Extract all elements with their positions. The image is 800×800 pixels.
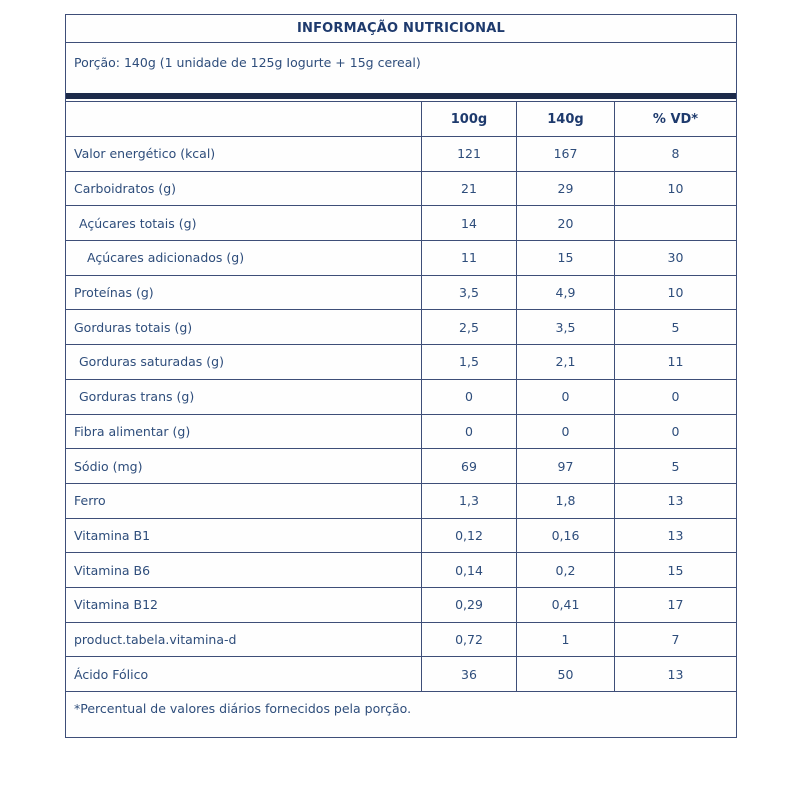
value-percent-vd: 5 bbox=[614, 448, 736, 483]
row-label: Fibra alimentar (g) bbox=[66, 414, 421, 449]
table-row bbox=[66, 552, 736, 587]
value-140g: 2,1 bbox=[516, 344, 614, 379]
value-percent-vd: 7 bbox=[614, 622, 736, 657]
value-percent-vd: 30 bbox=[614, 240, 736, 275]
value-140g: 50 bbox=[516, 656, 614, 691]
value-percent-vd: 5 bbox=[614, 309, 736, 344]
value-percent-vd: 8 bbox=[614, 136, 736, 171]
table-row bbox=[66, 205, 736, 240]
row-label: Açúcares adicionados (g) bbox=[66, 240, 421, 275]
value-percent-vd: 0 bbox=[614, 414, 736, 449]
value-percent-vd: 0 bbox=[614, 379, 736, 414]
value-140g: 0 bbox=[516, 414, 614, 449]
table-row bbox=[66, 309, 736, 344]
table-row bbox=[66, 518, 736, 553]
value-140g: 0 bbox=[516, 379, 614, 414]
row-label: Gorduras saturadas (g) bbox=[66, 344, 421, 379]
thick-divider-bar bbox=[66, 93, 736, 99]
value-100g: 14 bbox=[421, 205, 516, 240]
value-100g: 0,72 bbox=[421, 622, 516, 657]
value-100g: 69 bbox=[421, 448, 516, 483]
table-row bbox=[66, 483, 736, 518]
row-label: Valor energético (kcal) bbox=[66, 136, 421, 171]
value-140g: 167 bbox=[516, 136, 614, 171]
table-row bbox=[66, 448, 736, 483]
row-label: product.tabela.vitamina-d bbox=[66, 622, 421, 657]
table-row bbox=[66, 344, 736, 379]
column-header-140g: 140g bbox=[516, 102, 614, 136]
table-body bbox=[66, 136, 736, 691]
value-100g: 1,3 bbox=[421, 483, 516, 518]
value-100g: 36 bbox=[421, 656, 516, 691]
value-percent-vd bbox=[614, 205, 736, 240]
table-row bbox=[66, 240, 736, 275]
table-row bbox=[66, 136, 736, 171]
value-100g: 121 bbox=[421, 136, 516, 171]
value-140g: 97 bbox=[516, 448, 614, 483]
value-140g: 4,9 bbox=[516, 275, 614, 310]
value-100g: 2,5 bbox=[421, 309, 516, 344]
row-label: Gorduras trans (g) bbox=[66, 379, 421, 414]
value-percent-vd: 13 bbox=[614, 518, 736, 553]
value-100g: 0,14 bbox=[421, 552, 516, 587]
table-title: INFORMAÇÃO NUTRICIONAL bbox=[66, 15, 736, 43]
column-header-empty bbox=[66, 102, 421, 136]
row-label: Ácido Fólico bbox=[66, 656, 421, 691]
row-label: Vitamina B1 bbox=[66, 518, 421, 553]
value-100g: 3,5 bbox=[421, 275, 516, 310]
table-row bbox=[66, 379, 736, 414]
table-row bbox=[66, 414, 736, 449]
value-140g: 15 bbox=[516, 240, 614, 275]
row-label: Ferro bbox=[66, 483, 421, 518]
row-label: Carboidratos (g) bbox=[66, 171, 421, 206]
table-row bbox=[66, 275, 736, 310]
value-percent-vd: 13 bbox=[614, 483, 736, 518]
value-140g: 3,5 bbox=[516, 309, 614, 344]
value-100g: 0,29 bbox=[421, 587, 516, 622]
value-140g: 0,2 bbox=[516, 552, 614, 587]
column-header-100g: 100g bbox=[421, 102, 516, 136]
value-100g: 0 bbox=[421, 379, 516, 414]
value-percent-vd: 13 bbox=[614, 656, 736, 691]
table-row bbox=[66, 171, 736, 206]
value-140g: 20 bbox=[516, 205, 614, 240]
value-140g: 1 bbox=[516, 622, 614, 657]
row-label: Proteínas (g) bbox=[66, 275, 421, 310]
value-140g: 0,41 bbox=[516, 587, 614, 622]
value-140g: 29 bbox=[516, 171, 614, 206]
value-percent-vd: 11 bbox=[614, 344, 736, 379]
column-header-vd: % VD* bbox=[614, 102, 736, 136]
footnote: *Percentual de valores diários fornecidos pela porção. bbox=[66, 691, 736, 737]
row-label: Sódio (mg) bbox=[66, 448, 421, 483]
value-percent-vd: 15 bbox=[614, 552, 736, 587]
value-140g: 0,16 bbox=[516, 518, 614, 553]
table-row bbox=[66, 656, 736, 691]
value-100g: 0,12 bbox=[421, 518, 516, 553]
value-percent-vd: 10 bbox=[614, 275, 736, 310]
portion-info: Porção: 140g (1 unidade de 125g Iogurte + 15g cereal) bbox=[74, 55, 421, 70]
value-100g: 1,5 bbox=[421, 344, 516, 379]
table-row bbox=[66, 587, 736, 622]
row-label: Vitamina B6 bbox=[66, 552, 421, 587]
nutrition-facts-table bbox=[65, 14, 737, 738]
value-100g: 11 bbox=[421, 240, 516, 275]
table-row bbox=[66, 622, 736, 657]
value-percent-vd: 17 bbox=[614, 587, 736, 622]
value-percent-vd: 10 bbox=[614, 171, 736, 206]
value-100g: 21 bbox=[421, 171, 516, 206]
row-label: Açúcares totais (g) bbox=[66, 205, 421, 240]
row-label: Gorduras totais (g) bbox=[66, 309, 421, 344]
column-header-row bbox=[66, 101, 736, 136]
value-140g: 1,8 bbox=[516, 483, 614, 518]
row-label: Vitamina B12 bbox=[66, 587, 421, 622]
value-100g: 0 bbox=[421, 414, 516, 449]
